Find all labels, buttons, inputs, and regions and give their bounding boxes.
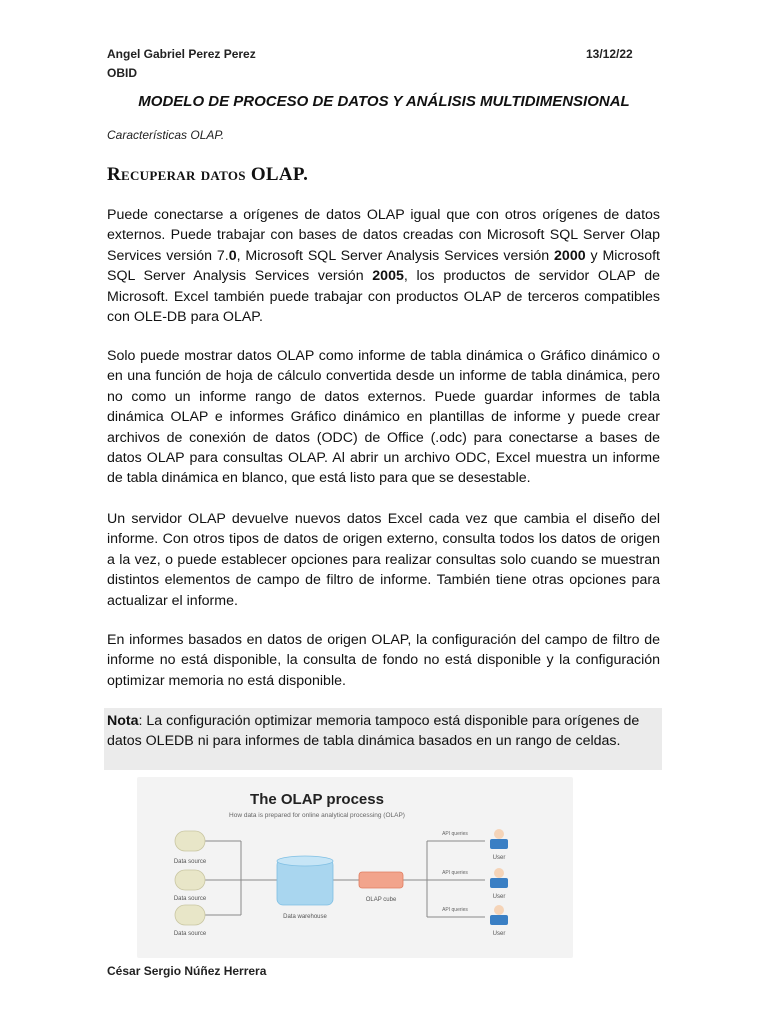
data-source-label: Data source	[173, 931, 207, 937]
figure-subtitle: How data is prepared for online analytical processing (OLAP)	[229, 812, 405, 819]
author-name: Angel Gabriel Perez Perez	[107, 47, 256, 61]
user-2	[490, 868, 508, 900]
user-label: User	[492, 855, 506, 861]
cube-label: OLAP cube	[365, 897, 397, 903]
paragraph-1-part-e: y Microsoft SQL Server Analysis Services versión	[107, 247, 660, 285]
database-icon	[175, 870, 205, 890]
note-label: Nota	[107, 713, 139, 729]
olap-cube	[359, 872, 403, 903]
user-label: User	[492, 894, 506, 900]
user-3	[490, 905, 508, 937]
data-source-3	[174, 905, 207, 937]
user-body-icon	[490, 878, 508, 888]
course-code: OBID	[107, 66, 137, 80]
figure-title: The OLAP process	[250, 791, 384, 808]
paragraph-1-part-f: 2005	[372, 268, 404, 285]
api-queries-label-3: API queries	[442, 907, 468, 913]
paragraph-1-part-a: Puede conectarse a orígenes de datos OLAP igual que con otros orígenes de datos externos. Puede trabajar con bases de datos creadas con Microsoft SQL Server Olap Services versión 7.	[107, 207, 660, 264]
footer-author: César Sergio Núñez Herrera	[107, 964, 267, 978]
olap-diagram	[137, 777, 573, 958]
paragraph-4: En informes basados en datos de origen OLAP, la configuración del campo de filtro de informe no está disponible, la consulta de fondo no está disponible y la configuración optimizar memoria no está disponible.	[107, 632, 660, 689]
paragraph-1-part-c: , Microsoft SQL Server Analysis Services versión	[236, 247, 555, 264]
user-body-icon	[490, 915, 508, 925]
warehouse-label: Data warehouse	[283, 914, 327, 920]
document-date: 13/12/22	[586, 47, 633, 61]
section-heading: Recuperar datos OLAP.	[107, 164, 309, 185]
api-queries-label-1: API queries	[442, 831, 468, 837]
data-source-1	[174, 831, 207, 865]
olap-process-figure	[137, 777, 573, 958]
paragraph-1-part-g: , los productos de servidor OLAP de Microsoft. Excel también puede trabajar con productos OLAP de terceros compatibles con OLE-DB para OLAP.	[107, 268, 661, 326]
note-text	[107, 711, 659, 752]
database-icon	[175, 831, 205, 851]
subtitle: Características OLAP.	[107, 128, 225, 142]
connector-lines	[205, 841, 485, 917]
user-head-icon	[494, 905, 504, 915]
user-1	[490, 829, 508, 861]
database-icon	[175, 905, 205, 925]
paragraph-1	[107, 205, 660, 327]
note-body: : La configuración optimizar memoria tampoco está disponible para orígenes de datos OLEDB ni para informes de tabla dinámica basados en un rango de celdas.	[107, 713, 640, 750]
paragraph-1-part-b: 0	[228, 247, 237, 264]
user-head-icon	[494, 868, 504, 878]
user-body-icon	[490, 839, 508, 849]
data-source-label: Data source	[173, 896, 207, 902]
api-queries-label-2: API queries	[442, 870, 468, 876]
note-box	[104, 708, 662, 770]
paragraph-1-part-d: 2000	[554, 247, 586, 264]
data-source-label: Data source	[173, 859, 207, 865]
user-head-icon	[494, 829, 504, 839]
paragraph-2: Solo puede mostrar datos OLAP como informe de tabla dinámica o Gráfico dinámico o en una función de hoja de cálculo convertida desde un informe de tabla dinámica, pero no como un informe rango de datos externos. Puede guardar informes de tabla dinámica OLAP e informes Gráfico dinámico en plantillas de informe y puede crear archivos de conexión de datos (ODC) de Office (.odc) para conectarse a bases de datos OLAP para consultas OLAP. Al abrir un archivo ODC, Excel muestra un informe de tabla dinámica en blanco, que está listo para que se desestable.	[107, 348, 660, 487]
user-label: User	[492, 931, 506, 937]
cube-icon	[359, 872, 403, 888]
data-warehouse	[277, 856, 333, 920]
warehouse-top	[277, 856, 333, 866]
paragraph-3: Un servidor OLAP devuelve nuevos datos Excel cada vez que cambia el diseño del informe. Con otros tipos de datos de origen externo, consulta todos los datos de origen a la vez, o puede establecer opciones para realizar consultas solo cuando se muestran distintos elementos de campo de filtro de informe. También tiene otras opciones para actualizar el informe.	[107, 511, 660, 609]
data-source-2	[174, 870, 207, 902]
document-title: MODELO DE PROCESO DE DATOS Y ANÁLISIS MULTIDIMENSIONAL	[138, 93, 630, 110]
